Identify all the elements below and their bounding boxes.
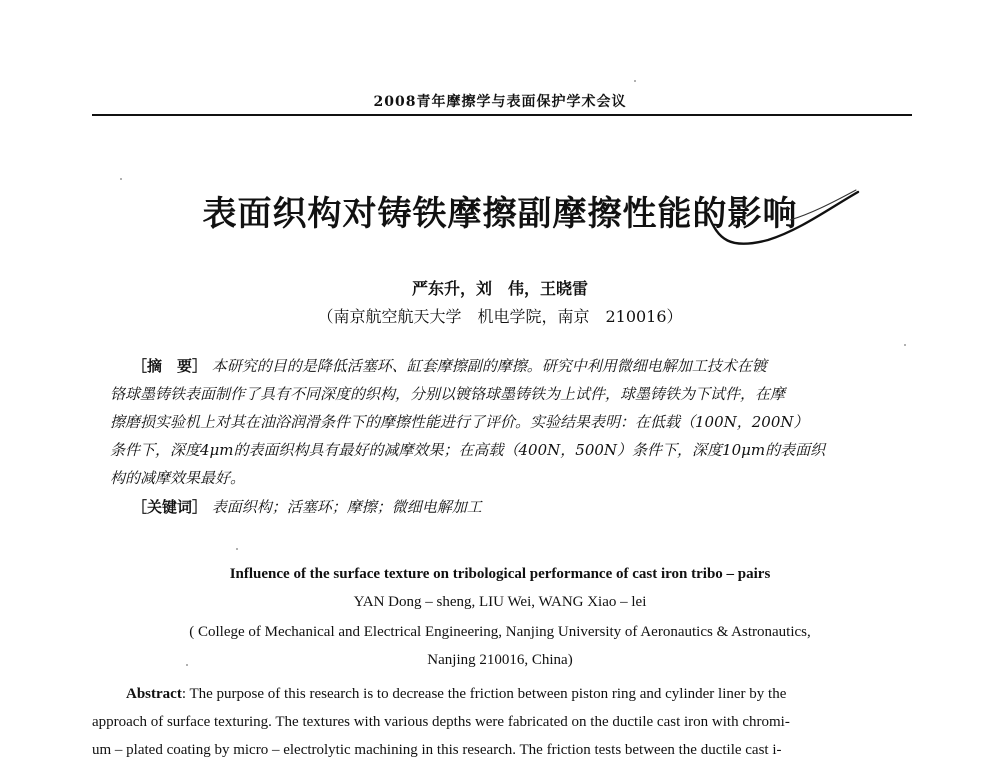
affiliation-cn: （南京航空航天大学 机电学院，南京 210016） xyxy=(317,307,683,326)
keywords-cn xyxy=(132,496,482,517)
abstract-en-line-2: approach of surface texturing. The textures with various depths were fabricated on the ductile cast iron with chromi- xyxy=(92,714,790,730)
abstract-en-line-1: Abstract: The purpose of this research is to decrease the friction between piston ring and cylinder liner by the xyxy=(126,686,787,702)
scan-speck xyxy=(186,664,188,666)
abstract-cn-line-4: 条件下，深度4μm的表面织构具有最好的减摩效果；在高载（400N，500N）条件下，深度10μm的表面织 xyxy=(110,441,826,459)
abstract-cn xyxy=(110,352,900,492)
pen-stroke-mark xyxy=(690,180,860,260)
abstract-en xyxy=(92,680,912,764)
scan-speck xyxy=(634,80,636,82)
running-header: 2008青年摩擦学与表面保护学术会议 xyxy=(373,94,627,110)
header-rule xyxy=(92,114,912,116)
keywords-cn-text: 表面织构；活塞环；摩擦；微细电解加工 xyxy=(211,498,482,516)
paper-title-cn: 表面织构对铸铁摩擦副摩擦性能的影响 xyxy=(202,194,798,234)
authors-cn: 严东升，刘 伟，王晓雷 xyxy=(411,279,588,298)
affiliation-en-line-1: ( College of Mechanical and Electrical Engineering, Nanjing University of Aeronautics & Astronautics, xyxy=(189,624,811,640)
keywords-cn-label: ［关键词］ xyxy=(132,498,208,516)
abstract-en-line-3: um – plated coating by micro – electrolytic machining in this research. The friction tests between the ductile cast i- xyxy=(92,742,782,758)
abstract-cn-line-3: 擦磨损实验机上对其在油浴润滑条件下的摩擦性能进行了评价。实验结果表明：在低载（100N，200N） xyxy=(110,413,809,431)
authors-en: YAN Dong – sheng, LIU Wei, WANG Xiao – lei xyxy=(353,594,647,610)
paper-title-en: Influence of the surface texture on tribological performance of cast iron tribo – pairs xyxy=(229,566,771,582)
abstract-cn-label: ［摘 要］ xyxy=(132,357,208,375)
scan-speck xyxy=(904,344,906,346)
abstract-cn-line-2: 铬球墨铸铁表面制作了具有不同深度的织构，分别以镀铬球墨铸铁为上试件，球墨铸铁为下试件，在摩 xyxy=(110,385,786,403)
abstract-en-label: Abstract xyxy=(126,686,182,702)
abstract-cn-line-5: 构的减摩效果最好。 xyxy=(110,469,246,487)
abstract-cn-line-1: ［摘 要］ 本研究的目的是降低活塞环、缸套摩擦副的摩擦。研究中利用微细电解加工技术在镀 xyxy=(132,357,767,375)
scan-speck xyxy=(236,548,238,550)
scan-speck xyxy=(120,178,122,180)
affiliation-en-line-2: Nanjing 210016, China) xyxy=(427,652,573,668)
